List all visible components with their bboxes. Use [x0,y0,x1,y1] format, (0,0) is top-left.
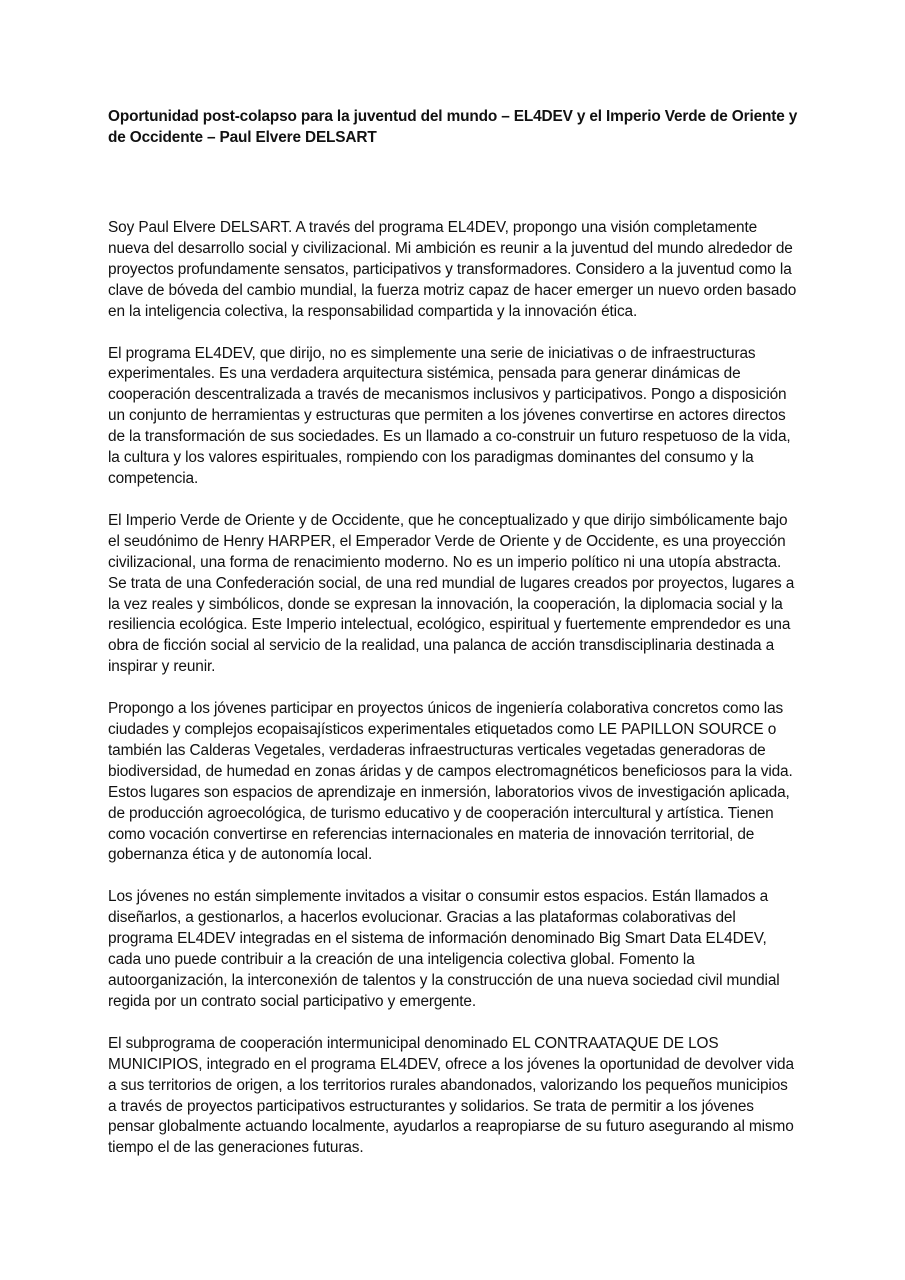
document-page [108,106,800,1180]
paragraph-youth-participation: Los jóvenes no están simplemente invitados a visitar o consumir estos espacios. Están llamados a diseñarlos, a gestionarlos, a hacerlos evolucionar. Gracias a las plataformas colaborativas del programa EL4DEV integradas en el sistema de información denominado Big Smart Data EL4DEV, cada uno puede contribuir a la creación de una inteligencia colectiva global. Fomento la autoorganización, la interconexión de talentos y la construcción de una nueva sociedad civil mundial regida por un contrato social participativo y emergente. [108,888,780,1010]
paragraph-el4dev-program: El programa EL4DEV, que dirijo, no es simplemente una serie de iniciativas o de infraestructuras experimentales. Es una verdadera arquitectura sistémica, pensada para generar dinámicas de cooperación descentralizada a través de mecanismos inclusivos y participativos. Pongo a disposición un conjunto de herramientas y estructuras que permiten a los jóvenes convertirse en actores directos de la transformación de sus sociedades. Es un llamado a co-construir un futuro respetuoso de la vida, la cultura y los valores espirituales, rompiendo con los paradigmas dominantes del consumo y la competencia. [108,344,791,487]
paragraph-intro: Soy Paul Elvere DELSART. A través del programa EL4DEV, propongo una visión completamente nueva del desarrollo social y civilizacional. Mi ambición es reunir a la juventud del mundo alrededor de proyectos profundamente sensatos, participativos y transformadores. Considero a la juventud como la clave de bóveda del cambio mundial, la fuerza motriz capaz de hacer emerger un nuevo orden basado en la inteligencia colectiva, la responsabilidad compartida y la innovación ética. [108,219,797,320]
paragraph-green-empire: El Imperio Verde de Oriente y de Occidente, que he conceptualizado y que dirijo simbólicamente bajo el seudónimo de Henry HARPER, el Emperador Verde de Oriente y de Occidente, es una proyección civilizacional, una forma de renacimiento moderno. No es un imperio político ni una utopía abstracta. Se trata de una Confederación social, de una red mundial de lugares creados por proyectos, lugares a la vez reales y simbólicos, donde se expresan la innovación, la cooperación, la diplomacia social y la resiliencia ecológica. Este Imperio intelectual, ecológico, espiritual y fuertemente emprendedor es una obra de ficción social al servicio de la realidad, una palanca de acción transdisciplinaria destinada a inspirar y reunir. [108,511,795,676]
paragraph-collaborative-projects: Propongo a los jóvenes participar en proyectos únicos de ingeniería colaborativa concretos como las ciudades y complejos ecopaisajísticos experimentales etiquetados como LE PAPILLON SOURCE o también las Calderas Vegetales, verdaderas infraestructuras verticales vegetadas generadoras de biodiversidad, de humedad en zonas áridas y de campos electromagnéticos beneficiosos para la vida. Estos lugares son espacios de aprendizaje en inmersión, laboratorios vivos de investigación aplicada, de producción agroecológica, de turismo educativo y de cooperación intercultural y artística. Tienen como vocación convertirse en referencias internacionales en materia de innovación territorial, de gobernanza ética y de autonomía local. [108,700,793,864]
document-title: Oportunidad post-colapso para la juventud del mundo – EL4DEV y el Imperio Verde de Oriente y de Occidente – Paul Elvere DELSART [108,108,798,146]
paragraph-intermunicipal: El subprograma de cooperación intermunicipal denominado EL CONTRAATAQUE DE LOS MUNICIPIOS, integrado en el programa EL4DEV, ofrece a los jóvenes la oportunidad de devolver vida a sus territorios de origen, a los territorios rurales abandonados, valorizando los pequeños municipios a través de proyectos participativos estructurantes y solidarios. Se trata de permitir a los jóvenes pensar globalmente actuando localmente, ayudarlos a reapropiarse de su futuro asegurando al mismo tiempo el de las generaciones futuras. [108,1034,794,1157]
